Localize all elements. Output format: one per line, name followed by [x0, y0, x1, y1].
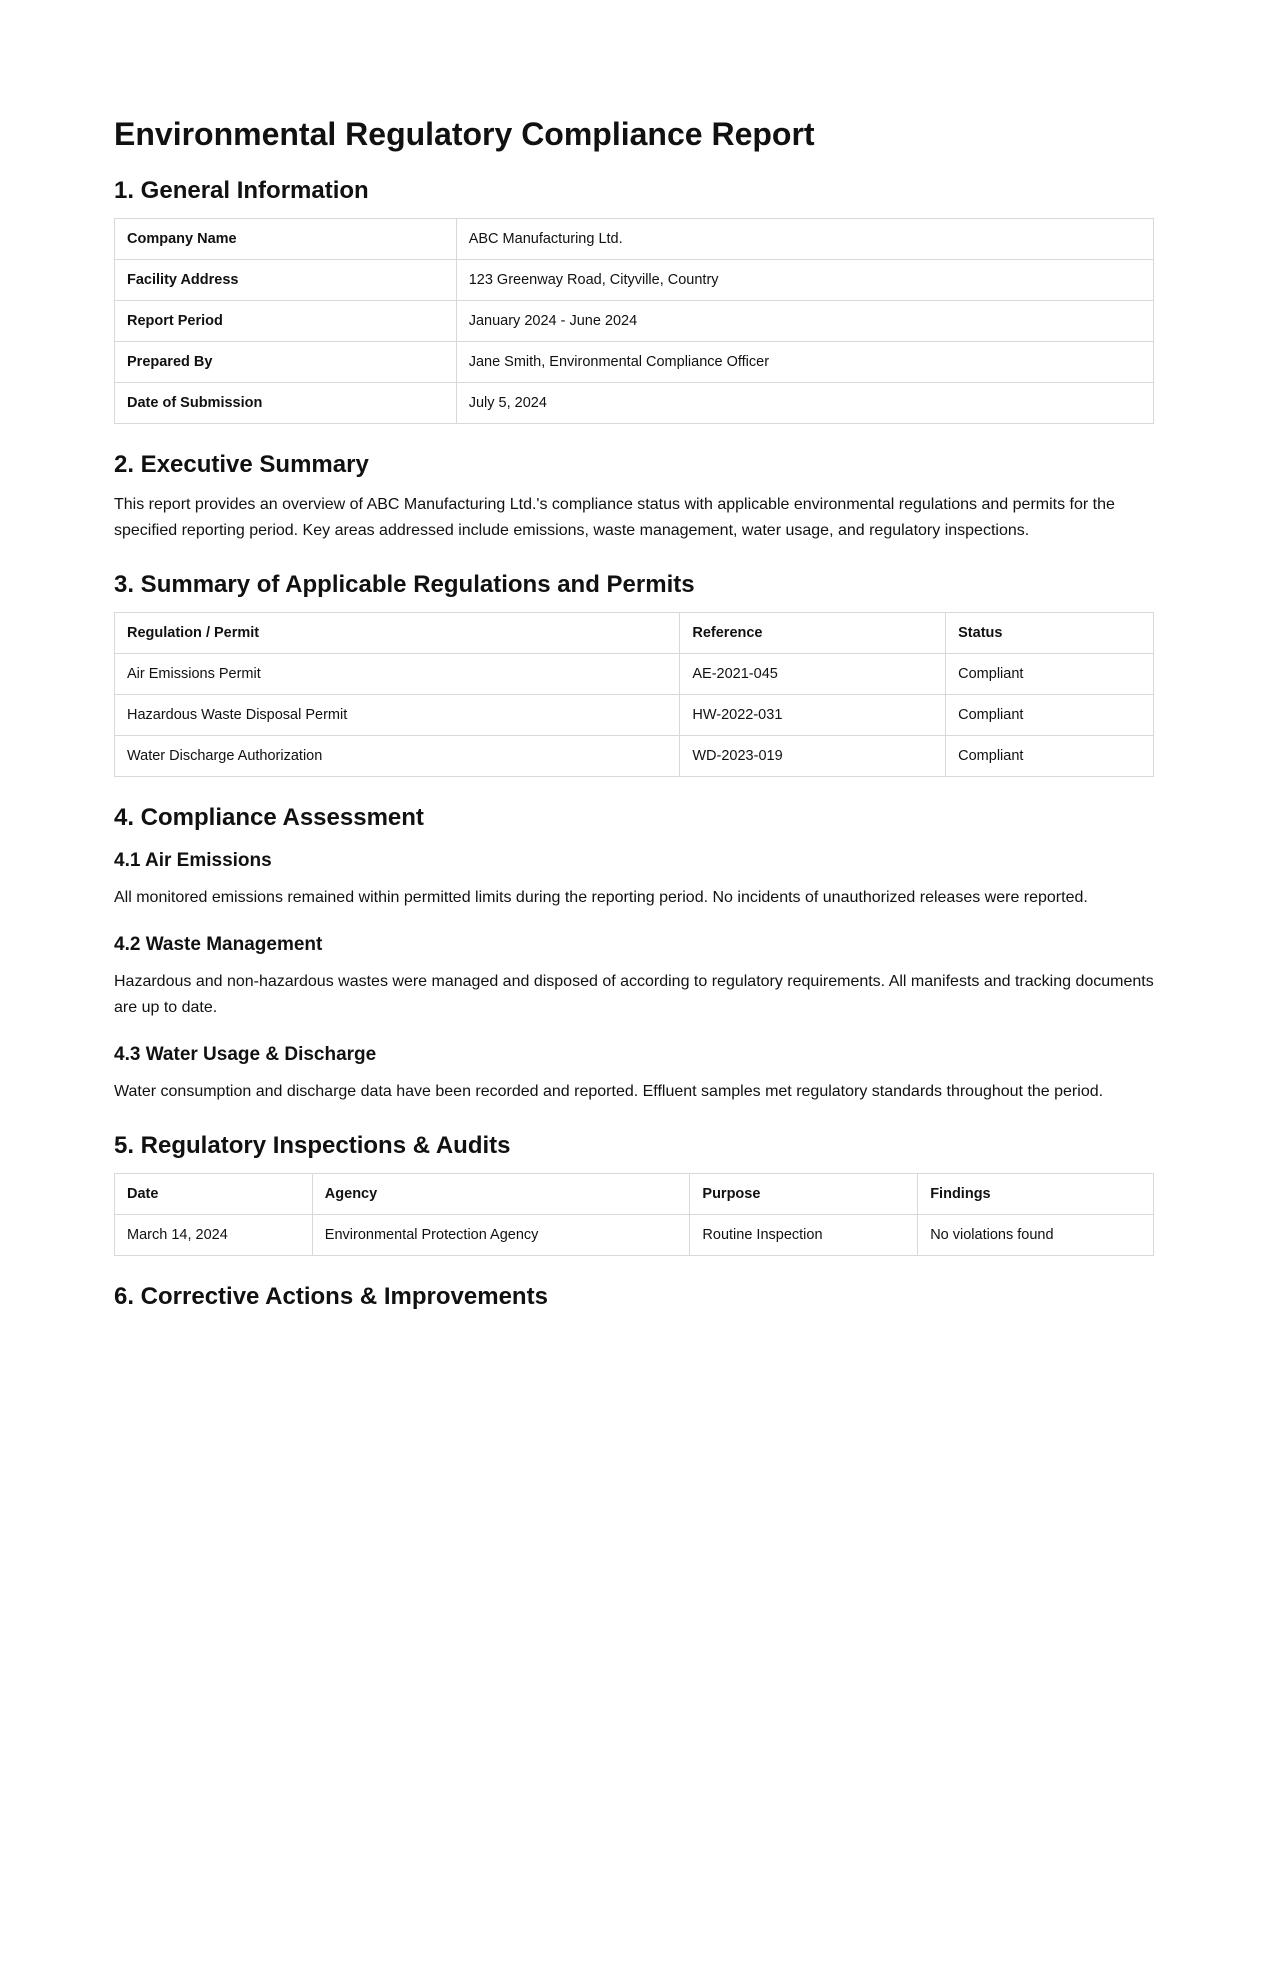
inspections-table [114, 1173, 1154, 1256]
section-heading: 1. General Information [114, 177, 369, 204]
subsection-text: Hazardous and non-hazardous wastes were managed and disposed of according to regulatory requirements. All manifests and tracking documents are up to date. [114, 973, 1154, 1016]
section-heading: 4. Compliance Assessment [114, 804, 424, 831]
column-header: Reference [680, 613, 946, 654]
subsection-heading: 4.1 Air Emissions [114, 850, 272, 871]
section-heading: 2. Executive Summary [114, 451, 369, 478]
table-row [115, 654, 1154, 695]
page-title: Environmental Regulatory Compliance Report [114, 116, 815, 152]
table-cell: WD-2023-019 [680, 736, 946, 777]
column-header: Regulation / Permit [115, 613, 680, 654]
column-header: Agency [312, 1174, 690, 1215]
table-row [115, 219, 1154, 260]
table-cell: AE-2021-045 [680, 654, 946, 695]
table-row [115, 695, 1154, 736]
field-value: July 5, 2024 [456, 383, 1153, 424]
table-header-row [115, 613, 1154, 654]
section-heading: 3. Summary of Applicable Regulations and Permits [114, 571, 695, 598]
table-row [115, 301, 1154, 342]
executive-summary-text: This report provides an overview of ABC Manufacturing Ltd.'s compliance status with applicable environmental regulations and permits for the specified reporting period. Key areas addressed include emissions, waste management, water usage, and regulatory inspections. [114, 496, 1115, 539]
corrective-actions-section [114, 1282, 1154, 1312]
field-label: Facility Address [115, 260, 457, 301]
table-cell: Compliant [946, 654, 1154, 695]
field-label: Prepared By [115, 342, 457, 383]
subsection-text: Water consumption and discharge data have been recorded and reported. Effluent samples met regulatory standards throughout the period. [114, 1083, 1104, 1100]
regulations-table [114, 612, 1154, 777]
table-row [115, 342, 1154, 383]
general-information-section [114, 176, 1154, 424]
table-row [115, 260, 1154, 301]
column-header: Status [946, 613, 1154, 654]
section-heading: 5. Regulatory Inspections & Audits [114, 1132, 511, 1159]
field-value: Jane Smith, Environmental Compliance Officer [456, 342, 1153, 383]
table-cell: HW-2022-031 [680, 695, 946, 736]
table-cell: Compliant [946, 695, 1154, 736]
table-row [115, 383, 1154, 424]
executive-summary-section [114, 450, 1154, 544]
field-label: Company Name [115, 219, 457, 260]
air-emissions-subsection [114, 849, 1154, 911]
subsection-text: All monitored emissions remained within permitted limits during the reporting period. No incidents of unauthorized releases were reported. [114, 889, 1088, 906]
compliance-assessment-section [114, 803, 1154, 1105]
field-value: 123 Greenway Road, Cityville, Country [456, 260, 1153, 301]
report-page [114, 112, 1154, 1324]
table-cell: Environmental Protection Agency [312, 1215, 690, 1256]
table-cell: March 14, 2024 [115, 1215, 313, 1256]
field-label: Date of Submission [115, 383, 457, 424]
general-info-table [114, 218, 1154, 424]
section-heading: 6. Corrective Actions & Improvements [114, 1283, 548, 1310]
field-value: January 2024 - June 2024 [456, 301, 1153, 342]
table-cell: Air Emissions Permit [115, 654, 680, 695]
table-row [115, 1215, 1154, 1256]
regulations-section [114, 570, 1154, 777]
field-value: ABC Manufacturing Ltd. [456, 219, 1153, 260]
column-header: Date [115, 1174, 313, 1215]
field-label: Report Period [115, 301, 457, 342]
table-cell: Compliant [946, 736, 1154, 777]
table-row [115, 736, 1154, 777]
column-header: Findings [918, 1174, 1154, 1215]
table-header-row [115, 1174, 1154, 1215]
table-cell: Hazardous Waste Disposal Permit [115, 695, 680, 736]
subsection-heading: 4.3 Water Usage & Discharge [114, 1044, 377, 1065]
table-cell: No violations found [918, 1215, 1154, 1256]
waste-management-subsection [114, 933, 1154, 1021]
water-usage-subsection [114, 1043, 1154, 1105]
table-cell: Routine Inspection [690, 1215, 918, 1256]
inspections-section [114, 1131, 1154, 1256]
subsection-heading: 4.2 Waste Management [114, 934, 323, 955]
column-header: Purpose [690, 1174, 918, 1215]
table-cell: Water Discharge Authorization [115, 736, 680, 777]
